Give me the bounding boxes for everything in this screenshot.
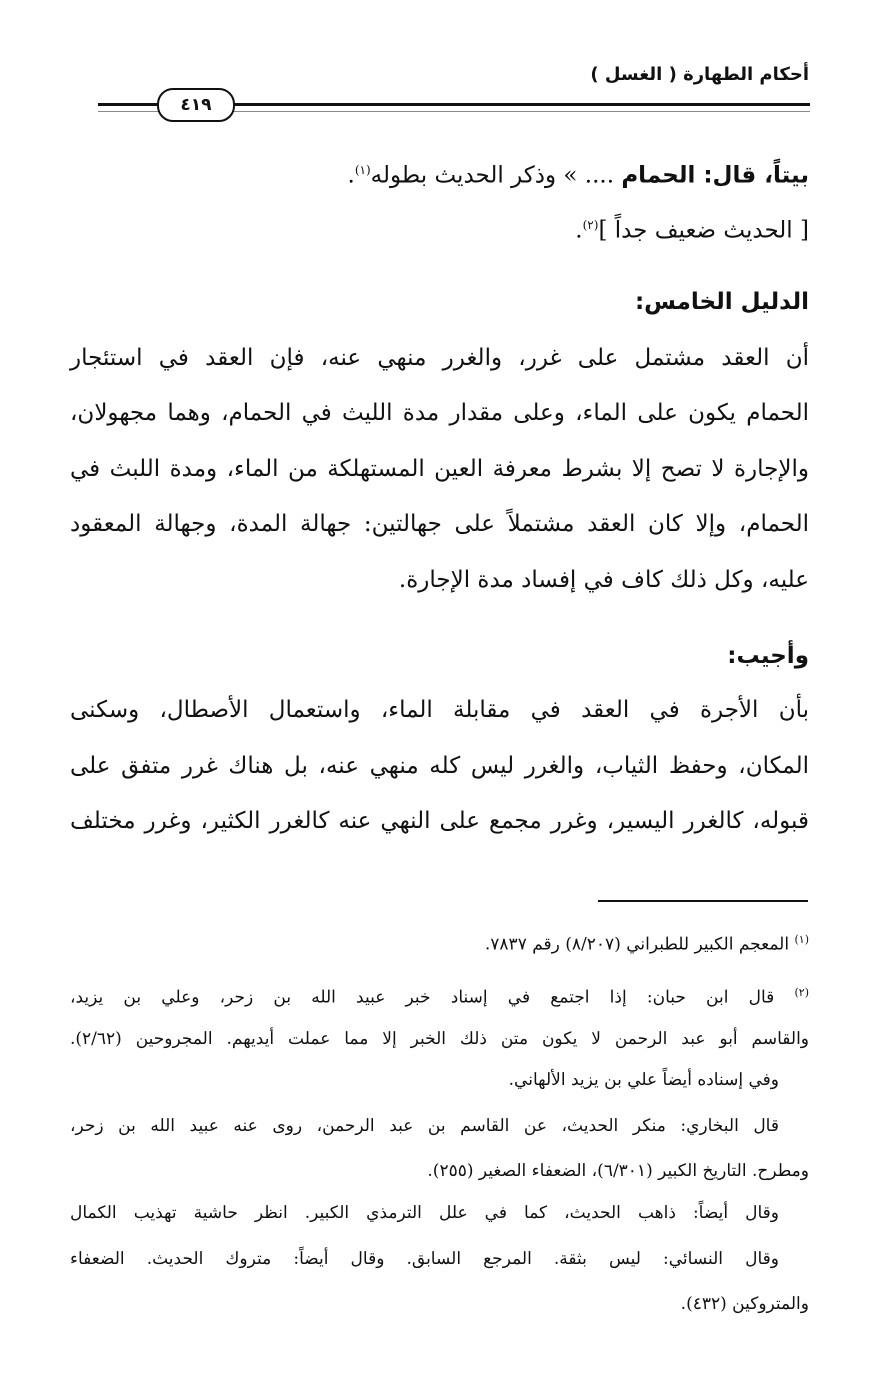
footnote-ref-2: (٢) (582, 218, 599, 232)
paragraph-line: أن العقد مشتمل على غرر، والغرر منهي عنه، فإن العقد في استئجار (70, 345, 810, 371)
footnote-2-text: قال ابن حبان: إذا اجتمع في إسناد خبر عبيد الله بن زحر، وعلي بن يزيد، (70, 987, 775, 1008)
body-line-2 (70, 210, 809, 246)
footnote-ref-1: (١) (354, 163, 371, 177)
paragraph-line: بأن الأجرة في العقد في مقابلة الماء، واستعمال الأصطال، وسكنى (70, 697, 809, 723)
paragraph-line: الحمام يكون على الماء، وعلى مقدار مدة الليث في الحمام، وهما مجهولان، (70, 400, 809, 426)
period: . (347, 162, 355, 189)
footnote-2-line: قال البخاري: منكر الحديث، عن القاسم بن عبد الرحمن، روى عنه عبيد الله بن زحر، (70, 1116, 779, 1136)
footnote-2-line (70, 981, 809, 1010)
paragraph-line: المكان، وحفظ الثياب، والغرر ليس كله منهي عنه، بل هناك غرر متفق على (70, 753, 809, 779)
period: . (575, 217, 583, 244)
section-heading-reply: وأجيب: (727, 643, 809, 669)
running-head: أحكام الطهارة ( الغسل ) (590, 64, 809, 85)
paragraph-line: قبوله، كالغرر اليسير، وغرر مجمع على النهي عنه كالغرر الكثير، وغرر مختلف (70, 808, 809, 834)
footnote-2-line: وقال أيضاً: ذاهب الحديث، كما في علل الترمذي الكبير. انظر حاشية تهذيب الكمال (70, 1203, 779, 1223)
footnote-1 (70, 928, 809, 957)
section-heading-fifth-evidence: الدليل الخامس: (634, 289, 809, 315)
grading: [ الحديث ضعيف جداً ] (598, 217, 809, 244)
page-number: ٤١٩ (157, 88, 235, 122)
footnote-2-line: ومطرح. التاريخ الكبير (٦/٣٠١)، الضعفاء الصغير (٢٥٥). (427, 1161, 809, 1181)
quote-start: بيتاً، قال: الحمام (621, 162, 809, 189)
footnote-2-line: وفي إسناده أيضاً علي بن يزيد الألهاني. (508, 1070, 779, 1090)
body-line-1 (70, 155, 809, 191)
paragraph-line: والإجارة لا تصح إلا بشرط معرفة العين المستهلكة من الماء، ومدة اللبث في (70, 456, 809, 482)
footnote-2-mark: (٢) (794, 986, 809, 999)
footnote-2-line: والمتروكين (٤٣٢). (680, 1294, 809, 1314)
footnote-1-text: المعجم الكبير للطبراني (٨/٢٠٧) رقم ٧٨٣٧. (484, 934, 790, 955)
footnote-1-mark: (١) (794, 933, 809, 946)
footnote-2-line: وقال النسائي: ليس بثقة. المرجع السابق. وقال أيضاً: متروك الحديث. الضعفاء (70, 1249, 779, 1269)
quote-rest: .... » وذكر الحديث بطوله (370, 162, 622, 189)
footnote-2-line: والقاسم أبو عبد الرحمن لا يكون متن ذلك الخبر إلا مما عملت أيديهم. المجروحين (٢/٦٢). (70, 1029, 809, 1049)
paragraph-line: عليه، وكل ذلك كاف في إفساد مدة الإجارة. (398, 567, 809, 593)
footnote-separator (598, 900, 808, 902)
paragraph-line: الحمام، وإلا كان العقد مشتملاً على جهالتين: جهالة المدة، وجهالة المعقود (70, 511, 809, 537)
